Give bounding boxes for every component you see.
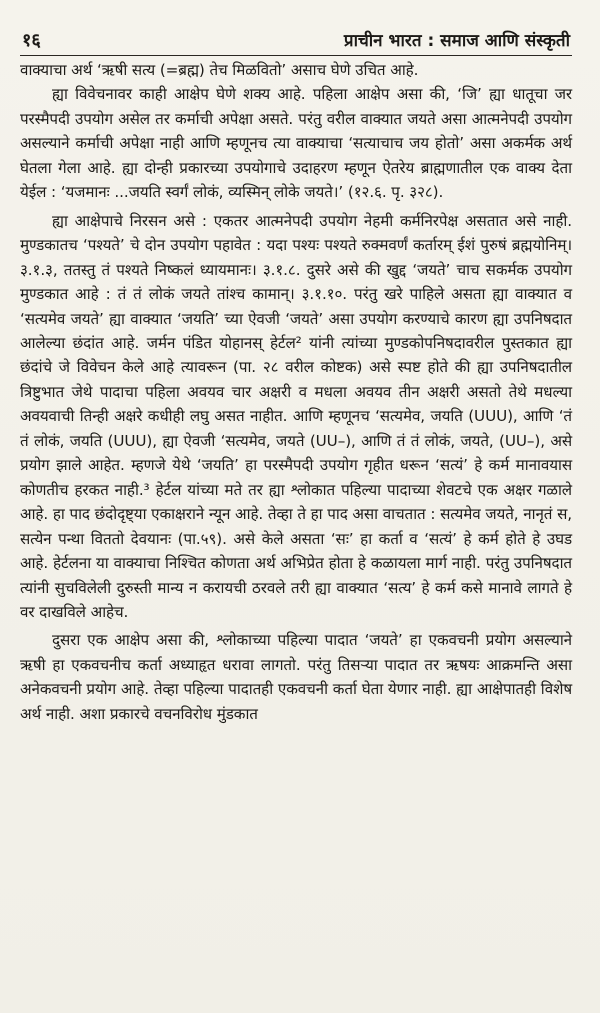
paragraph-rebuttal: ह्या आक्षेपाचे निरसन असे : एकतर आत्मनेपदी उपयोग नेहमी कर्मनिरपेक्ष असतात असे नाही. मुण्डकातच ‘पश्यते’ चे दोन उपयोग पहावेत : यदा पश्यः पश्यते रुक्मवर्णं कर्तारम् ईशं पुरुषं ब्रह्मयोनिम्। ३.१.३, ततस्तु तं पश्यते निष्कलं ध्यायमानः। ३.१.८. दुसरे असे की खुद्द ‘जयते’ चाच सकर्मक उपयोग मुण्डकात आहे : तं तं लोकं जयते तांश्च कामान्। ३.१.१०. परंतु खरे पाहिले असता ह्या वाक्यात व ‘सत्यमेव जयते’ ह्या वाक्यात ‘जयति’ च्या ऐवजी ‘जयते’ असा उपयोग करण्याचे कारण ह्या उपनिषदात आलेल्या छंदांत आहे. जर्मन पंडित योहानस् हेर्टल² यांनी त्यांच्या मुण्डकोपनिषदावरील पुस्तकात ह्या छंदांचे जे विवेचन केले आहे त्यावरून (पा. २८ वरील कोष्टक) असे स्पष्ट होते की ह्या उपनिषदातील त्रिष्टुभात जेथे पादाचा पहिला अवयव चार अक्षरी व मधला अवयव तीन अक्षरी असतो तेथे मधल्या अवयवाची तिन्ही अक्षरे कधीही लघु असत नाहीत. आणि म्हणूनच ‘सत्यमेव, जयति (UUU), आणि ‘तं तं लोकं, जयति (UUU), ह्या ऐवजी ‘सत्यमेव, जयते (UU–), आणि तं तं लोकं, जयते, (UU–), असे प्रयोग झाले आहेत. म्हणजे येथे ‘जयति’ हा परस्मैपदी उपयोग गृहीत धरून ‘सत्यं’ हे कर्म मानावयास कोणतीच हरकत नाही.³ हेर्टल यांच्या मते तर ह्या श्लोकात पहिल्या पादाच्या शेवटचे एक अक्षर गळाले आहे. हा पाद छंदोदृष्ट्या एकाक्षराने न्यून आहे. तेव्हा ते हा पाद असा वाचतात : सत्यमेव जयते, नानृतं स, सत्येन पन्था विततो देवयानः (पा.५९). असे केले असता ‘सः’ हा कर्ता व ‘सत्यं’ हे कर्म होते हे उघड आहे. हेर्टलना या वाक्याचा निश्चित कोणता अर्थ अभिप्रेत होता हे कळायला मार्ग नाही. परंतु उपनिषदात त्यांनी सुचविलेली दुरुस्ती मान्य न करायची ठरवले तरी ह्या वाक्यात ‘सत्य’ हे कर्म कसे मानावे लागते हे वर दाखविले आहेच. [20,211,572,621]
body-text [20,58,572,726]
paragraph-objection-one: ह्या विवेचनावर काही आक्षेप घेणे शक्य आहे. पहिला आक्षेप असा की, ‘जि’ ह्या धातूचा जर परस्मैपदी उपयोग असेल तर कर्माची अपेक्षा असते. परंतु वरील वाक्यात जयते असा आत्मनेपदी उपयोग असल्याने कर्माची अपेक्षा नाही आणि म्हणूनच त्या वाक्याचा ‘सत्याचाच जय होतो’ असा अकर्मक अर्थ घेतला गेला आहे. ह्या दोन्ही प्रकारच्या उपयोगाचे उदाहरण म्हणून ऐतरेय ब्राह्मणातील एक वाक्य देता येईल : ‘यजमानः ...जयति स्वर्गं लोकं, व्यस्मिन् लोके जयते।’ (१२.६. पृ. ३२८). [20,85,572,202]
book-title: प्राचीन भारत : समाज आणि संस्कृती [343,31,570,51]
paragraph-continuation: वाक्याचा अर्थ ‘ऋषी सत्य (=ब्रह्म) तेच मिळवितो’ असाच घेणे उचित आहे. [20,61,419,79]
paragraph-objection-two: दुसरा एक आक्षेप असा की, श्लोकाच्या पहिल्या पादात ‘जयते’ हा एकवचनी प्रयोग असल्याने ऋषी हा एकवचनीच कर्ता अध्याहृत धरावा लागतो. परंतु तिसऱ्या पादात तर ऋषयः आक्रमन्ति असा अनेकवचनी प्रयोग आहे. तेव्हा पहिल्या पादातही एकवचनी कर्ता घेता येणार नाही. ह्या आक्षेपातही विशेष अर्थ नाही. अशा प्रकारचे वचनविरोध मुंडकात [20,631,572,723]
running-header [20,30,572,56]
page-number: १६ [22,30,41,51]
